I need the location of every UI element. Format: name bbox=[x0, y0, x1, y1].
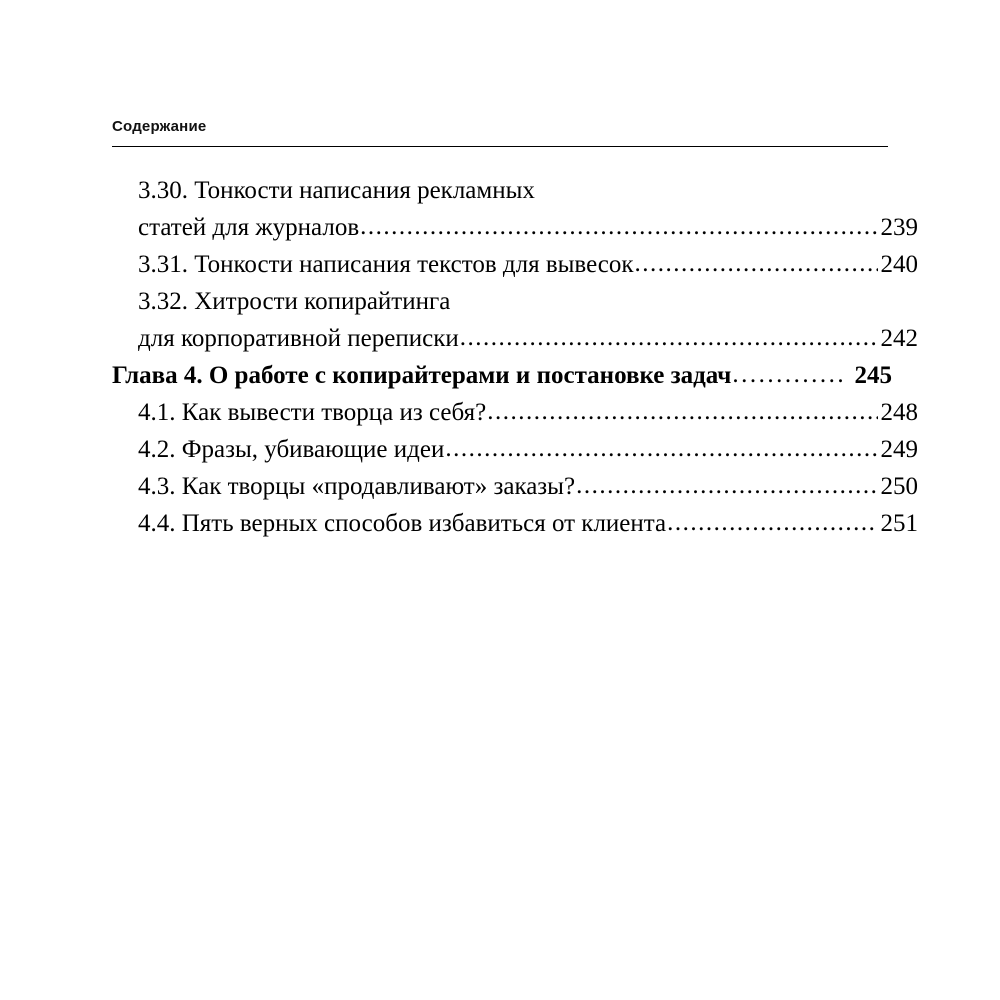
toc-entry-title: 4.1. Как вывести творца из себя? bbox=[138, 399, 487, 426]
toc-entry[interactable] bbox=[112, 468, 918, 505]
running-head: Содержание bbox=[112, 118, 207, 135]
toc-entry-line bbox=[112, 320, 918, 357]
toc-leader-dots bbox=[732, 356, 845, 393]
toc-entry-line bbox=[112, 209, 918, 246]
toc-leader-dots bbox=[460, 319, 878, 356]
toc-entry[interactable] bbox=[112, 172, 918, 246]
toc-page-number: 251 bbox=[880, 510, 918, 537]
table-of-contents bbox=[112, 172, 918, 542]
toc-entry[interactable] bbox=[112, 246, 918, 283]
toc-entry-title: для корпоративной переписки bbox=[138, 325, 459, 352]
toc-entry-title: 4.4. Пять верных способов избавиться от клиента bbox=[138, 510, 667, 537]
toc-entry[interactable] bbox=[112, 357, 892, 394]
toc-entry-line bbox=[112, 357, 892, 394]
toc-entry-line bbox=[112, 468, 918, 505]
toc-leader-dots bbox=[635, 245, 878, 282]
toc-page-number: 249 bbox=[880, 436, 918, 463]
toc-leader-dots bbox=[667, 504, 877, 541]
toc-leader-dots bbox=[360, 208, 877, 245]
toc-entry-line bbox=[112, 172, 918, 209]
toc-entry-title: 3.30. Тонкости написания рекламных bbox=[138, 177, 535, 204]
header-divider bbox=[112, 146, 888, 147]
toc-page-number: 248 bbox=[880, 399, 918, 426]
toc-page-number: 250 bbox=[880, 473, 918, 500]
toc-entry-line bbox=[112, 394, 918, 431]
toc-entry-title: 3.31. Тонкости написания текстов для вывесок bbox=[138, 251, 634, 278]
toc-leader-dots bbox=[576, 467, 877, 504]
toc-entry-line bbox=[112, 431, 918, 468]
toc-entry[interactable] bbox=[112, 431, 918, 468]
toc-leader-dots bbox=[445, 430, 877, 467]
toc-entry-title: статей для журналов bbox=[138, 214, 360, 241]
toc-entry-title: 3.32. Хитрости копирайтинга bbox=[138, 288, 451, 315]
toc-leader-dots bbox=[487, 393, 877, 430]
toc-entry-line bbox=[112, 246, 918, 283]
toc-page-number: 245 bbox=[854, 362, 892, 389]
toc-page-number: 239 bbox=[880, 214, 918, 241]
toc-entry-title: 4.3. Как творцы «продавливают» заказы? bbox=[138, 473, 576, 500]
toc-entry-line bbox=[112, 505, 918, 542]
toc-page-number: 242 bbox=[880, 325, 918, 352]
toc-entry[interactable] bbox=[112, 283, 918, 357]
toc-entry[interactable] bbox=[112, 394, 918, 431]
toc-entry-title: Глава 4. О работе с копирайтерами и постановке задач bbox=[112, 362, 732, 389]
toc-entry-title: 4.2. Фразы, убивающие идеи bbox=[138, 436, 445, 463]
toc-entry[interactable] bbox=[112, 505, 918, 542]
toc-entry-line bbox=[112, 283, 918, 320]
toc-page-number: 240 bbox=[880, 251, 918, 278]
